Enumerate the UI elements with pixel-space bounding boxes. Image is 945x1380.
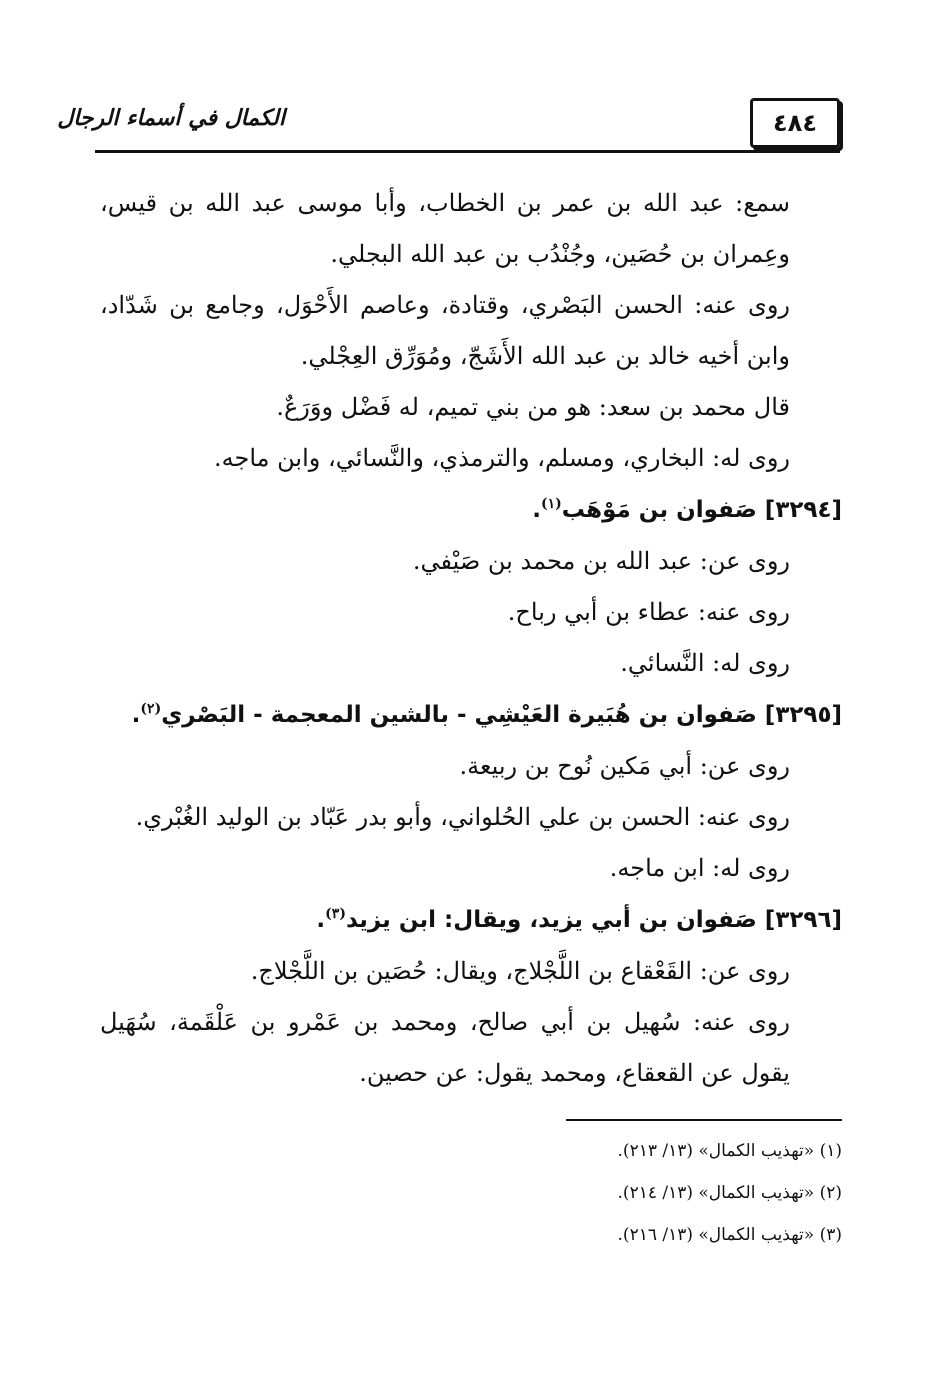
- footnote-separator: [566, 1119, 842, 1121]
- main-text: [100, 178, 842, 1099]
- entry-3296-line: روى عنه: سُهيل بن أبي صالح، ومحمد بن عَمْرو بن عَلْقَمة، سُهَيل يقول عن القعقاع، ومحمد يقول: عن حصين.: [100, 1008, 790, 1087]
- entry-3294-line: روى له: النَّسائي.: [620, 649, 790, 677]
- paragraph-ibn-saad: قال محمد بن سعد: هو من بني تميم، له فَضْل ووَرَعٌ.: [276, 393, 790, 421]
- entry-3295-heading: [٣٢٩٥] صَفوان بن هُبَيرة العَيْشِي - بالشين المعجمة - البَصْري$^{(٢)}$.: [131, 701, 842, 728]
- footnote-ref: (١): [541, 496, 562, 512]
- entry-3295-line: روى عنه: الحسن بن علي الحُلواني، وأبو بدر عَبّاد بن الوليد الغُبْري.: [135, 803, 790, 831]
- footnote-ref: (٣): [325, 906, 346, 922]
- footnote-item: (٢) «تهذيب الكمال» (١٣/ ٢١٤).: [617, 1183, 842, 1203]
- entry-3294-heading: [٣٢٩٤] صَفوان بن مَوْهَب$^{(١)}$.: [532, 496, 842, 523]
- entry-heading-text: [٣٢٩٤] صَفوان بن مَوْهَب: [561, 497, 842, 523]
- footnote-ref: (٢): [140, 701, 162, 717]
- paragraph-heard-from: سمع: عبد الله بن عمر بن الخطاب، وأبا موسى عبد الله بن قيس، وعِمران بن حُصَين، وجُنْدُب بن عبد الله البجلي.: [100, 189, 790, 268]
- header-rule: [95, 150, 840, 153]
- entry-3294-line: روى عن: عبد الله بن محمد بن صَيْفي.: [412, 547, 790, 575]
- paragraph-narrated-for: روى له: البخاري، ومسلم، والترمذي، والنَّسائي، وابن ماجه.: [213, 444, 790, 472]
- paragraph-narrated-by: روى عنه: الحسن البَصْري، وقتادة، وعاصم الأَحْوَل، وجامع بن شَدّاد، وابن أخيه خالد بن عبد الله الأَشَجّ، ومُوَرِّق العِجْلي.: [100, 291, 790, 370]
- entry-3294-line: روى عنه: عطاء بن أبي رباح.: [507, 598, 790, 626]
- entry-3296-line: روى عن: القَعْقاع بن اللَّجْلاج، ويقال: حُصَين بن اللَّجْلاج.: [250, 957, 790, 985]
- entry-3295-line: روى له: ابن ماجه.: [609, 854, 790, 882]
- book-title: الكمال في أسماء الرجال: [57, 105, 285, 131]
- entry-heading-text: [٣٢٩٦] صَفوان بن أبي يزيد، ويقال: ابن يزيد: [345, 907, 842, 933]
- footnote-item: (١) «تهذيب الكمال» (١٣/ ٢١٣).: [617, 1141, 842, 1161]
- entry-heading-text: [٣٢٩٥] صَفوان بن هُبَيرة العَيْشِي - بالشين المعجمة - البَصْري: [161, 702, 842, 728]
- page-number: ٤٨٤: [750, 98, 840, 148]
- page-header: [57, 92, 840, 154]
- footnote-item: (٣) «تهذيب الكمال» (١٣/ ٢١٦).: [617, 1225, 842, 1245]
- entry-3296-heading: [٣٢٩٦] صَفوان بن أبي يزيد، ويقال: ابن يزيد$^{(٣)}$.: [316, 906, 842, 933]
- footnotes: [420, 1130, 842, 1256]
- entry-3295-line: روى عن: أبي مَكين نُوح بن ربيعة.: [459, 752, 790, 780]
